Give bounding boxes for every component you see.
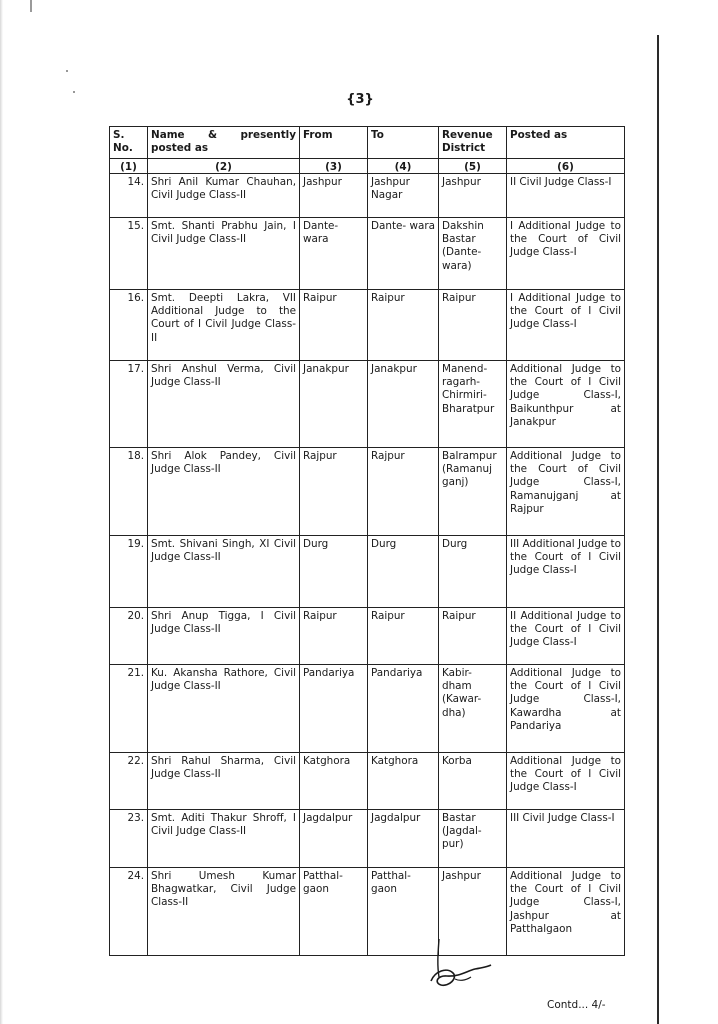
revenue-district: Manend- ragarh- Chirmiri- Bharatpur <box>439 361 507 448</box>
serial-number: 15. <box>110 218 148 290</box>
table-row <box>110 665 625 753</box>
header-to: To <box>368 127 439 159</box>
revenue-district: Jashpur <box>439 868 507 956</box>
name-and-posting: Shri Anup Tigga, I Civil Judge Class-II <box>148 608 300 665</box>
column-number: (6) <box>507 159 625 174</box>
revenue-district: Jashpur <box>439 174 507 218</box>
table-row <box>110 290 625 361</box>
from-place: Patthal- gaon <box>300 868 368 956</box>
column-number: (4) <box>368 159 439 174</box>
posted-as: I Additional Judge to the Court of Civil Judge Class-I <box>507 218 625 290</box>
serial-number: 20. <box>110 608 148 665</box>
from-place: Katghora <box>300 753 368 810</box>
scan-speck <box>73 91 75 93</box>
scan-edge-left <box>0 0 3 1024</box>
revenue-district: Bastar (Jagdal- pur) <box>439 810 507 868</box>
revenue-district: Balrampur (Ramanuj ganj) <box>439 448 507 536</box>
serial-number: 22. <box>110 753 148 810</box>
from-place: Jashpur <box>300 174 368 218</box>
table-row <box>110 608 625 665</box>
column-number: (2) <box>148 159 300 174</box>
posted-as: III Additional Judge to the Court of I Civil Judge Class-I <box>507 536 625 608</box>
scan-speck <box>66 70 68 72</box>
serial-number: 17. <box>110 361 148 448</box>
serial-number: 18. <box>110 448 148 536</box>
column-number: (1) <box>110 159 148 174</box>
serial-number: 24. <box>110 868 148 956</box>
name-and-posting: Shri Umesh Kumar Bhagwatkar, Civil Judge Class-II <box>148 868 300 956</box>
header-posted-as: Posted as <box>507 127 625 159</box>
revenue-district: Kabir- dham (Kawar- dha) <box>439 665 507 753</box>
name-and-posting: Smt. Shanti Prabhu Jain, I Civil Judge Class-II <box>148 218 300 290</box>
name-and-posting: Smt. Aditi Thakur Shroff, I Civil Judge Class-II <box>148 810 300 868</box>
table-row <box>110 810 625 868</box>
posted-as: Additional Judge to the Court of I Civil Judge Class-I, Kawardha at Pandariya <box>507 665 625 753</box>
posted-as: I Additional Judge to the Court of I Civil Judge Class-I <box>507 290 625 361</box>
transfer-orders-table <box>109 126 625 956</box>
column-number: (3) <box>300 159 368 174</box>
name-and-posting: Smt. Shivani Singh, XI Civil Judge Class-II <box>148 536 300 608</box>
revenue-district: Durg <box>439 536 507 608</box>
to-place: Katghora <box>368 753 439 810</box>
posted-as: Additional Judge to the Court of I Civil Judge Class-I, Baikunthpur at Janakpur <box>507 361 625 448</box>
header-sno: S. No. <box>110 127 148 159</box>
from-place: Rajpur <box>300 448 368 536</box>
scan-edge-right <box>657 35 659 1024</box>
name-and-posting: Ku. Akansha Rathore, Civil Judge Class-II <box>148 665 300 753</box>
to-place: Pandariya <box>368 665 439 753</box>
serial-number: 19. <box>110 536 148 608</box>
from-place: Pandariya <box>300 665 368 753</box>
to-place: Durg <box>368 536 439 608</box>
to-place: Dante- wara <box>368 218 439 290</box>
revenue-district: Korba <box>439 753 507 810</box>
to-place: Rajpur <box>368 448 439 536</box>
from-place: Dante- wara <box>300 218 368 290</box>
from-place: Raipur <box>300 608 368 665</box>
posted-as: Additional Judge to the Court of I Civil Judge Class-I <box>507 753 625 810</box>
page-number: {3} <box>346 92 374 107</box>
signature-image <box>425 935 495 995</box>
to-place: Janakpur <box>368 361 439 448</box>
to-place: Patthal- gaon <box>368 868 439 956</box>
serial-number: 14. <box>110 174 148 218</box>
posted-as: Additional Judge to the Court of Civil Judge Class-I, Ramanujganj at Rajpur <box>507 448 625 536</box>
from-place: Durg <box>300 536 368 608</box>
table-row <box>110 218 625 290</box>
serial-number: 16. <box>110 290 148 361</box>
from-place: Raipur <box>300 290 368 361</box>
table-row <box>110 753 625 810</box>
name-and-posting: Smt. Deepti Lakra, VII Additional Judge to the Court of I Civil Judge Class-II <box>148 290 300 361</box>
header-from: From <box>300 127 368 159</box>
table-row <box>110 536 625 608</box>
name-and-posting: Shri Anil Kumar Chauhan, Civil Judge Class-II <box>148 174 300 218</box>
serial-number: 23. <box>110 810 148 868</box>
continued-note: Contd... 4/- <box>547 999 606 1011</box>
column-number-row <box>110 159 625 174</box>
table-row <box>110 868 625 956</box>
revenue-district: Dakshin Bastar (Dante- wara) <box>439 218 507 290</box>
to-place: Raipur <box>368 608 439 665</box>
name-and-posting: Shri Rahul Sharma, Civil Judge Class-II <box>148 753 300 810</box>
revenue-district: Raipur <box>439 608 507 665</box>
table-row <box>110 448 625 536</box>
serial-number: 21. <box>110 665 148 753</box>
posted-as: Additional Judge to the Court of I Civil Judge Class-I, Jashpur at Patthalgaon <box>507 868 625 956</box>
name-and-posting: Shri Anshul Verma, Civil Judge Class-II <box>148 361 300 448</box>
column-number: (5) <box>439 159 507 174</box>
to-place: Jashpur Nagar <box>368 174 439 218</box>
from-place: Janakpur <box>300 361 368 448</box>
from-place: Jagdalpur <box>300 810 368 868</box>
posted-as: II Civil Judge Class-I <box>507 174 625 218</box>
table-header-row <box>110 127 625 159</box>
revenue-district: Raipur <box>439 290 507 361</box>
table-row <box>110 361 625 448</box>
to-place: Jagdalpur <box>368 810 439 868</box>
header-name: Name & presently posted as <box>148 127 300 159</box>
table-row <box>110 174 625 218</box>
posted-as: II Additional Judge to the Court of I Civil Judge Class-I <box>507 608 625 665</box>
posted-as: III Civil Judge Class-I <box>507 810 625 868</box>
to-place: Raipur <box>368 290 439 361</box>
name-and-posting: Shri Alok Pandey, Civil Judge Class-II <box>148 448 300 536</box>
scan-corner-mark <box>30 0 32 12</box>
header-district: Revenue District <box>439 127 507 159</box>
